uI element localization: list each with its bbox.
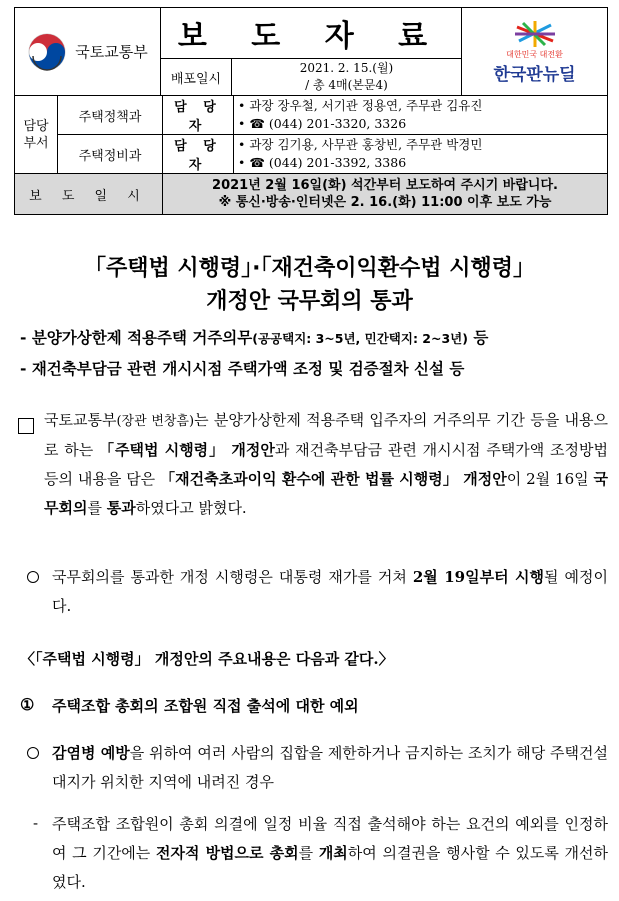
press-header-table [14,7,608,96]
circle-bullet [27,571,39,583]
subhead-1: - 분양가상한제 적용주택 거주의무(공공택지: 3~5년, 민간택지: 2~3년) 등 [20,329,489,347]
dept-head-label: 담당 부서 [15,96,58,174]
distribution-label: 배포일시 [161,59,232,96]
phone-icon: ☎ [249,116,265,131]
brand-logo-cell [462,8,608,96]
contact-info-1: • 과장 장우철, 서기관 정용연, 주무관 김유진 • ☎ (044) 201-3320, 3326 [234,96,608,135]
taegeuk-logo-icon [27,32,67,72]
item-title-1: 주택조합 총회의 조합원 직접 출석에 대한 예외 [52,697,359,715]
distribution-value [232,59,462,96]
distribution-date: 2021. 2. 15.(월) [299,61,394,75]
paragraph-5: 감염병 예방을 위하여 여러 사람의 집합을 제한하거나 금지하는 조치가 해당 주택건설대지가 위치한 지역에 내려진 경우 [52,744,608,791]
ministry-logo-cell [15,8,161,96]
staff-list-2: 과장 김기용, 사무관 홍창빈, 주무관 박경민 [249,137,483,152]
headline-line-2: 개정안 국무회의 통과 [206,289,413,314]
circle-bullet [27,747,39,759]
subhead-2: - 재건축부담금 관련 개시시점 주택가액 조정 및 검증절차 신설 등 [20,360,465,378]
press-release-title: 보 도 자 료 [161,8,462,59]
paragraph-2: 국무회의를 통과한 개정 시행령은 대통령 재가를 거쳐 2월 19일부터 시행될 예정이다. [52,568,608,615]
dept-name-1: 주택정책과 [58,96,163,135]
phone-2: (044) 201-3392, 3386 [268,155,407,170]
brand-tagline: 대한민국 대전환 [506,49,563,59]
dash-bullet: - [33,814,39,832]
manager-label-2: 담 당 자 [163,135,234,174]
headline-line-1: 「주택법 시행령」·「재건축이익환수법 시행령」 [84,256,535,281]
ministry-name: 국토교통부 [75,43,148,61]
manager-label-1: 담 당 자 [163,96,234,135]
brand-name: 한국판뉴딜 [493,64,576,85]
contact-info-2: • 과장 김기용, 사무관 홍창빈, 주무관 박경민 • ☎ (044) 201-3392, 3386 [234,135,608,174]
dept-name-2: 주택정비과 [58,135,163,174]
distribution-pages: / 총 4매(본문4) [305,78,388,92]
release-line-1: 2021년 2월 16일(화) 석간부터 보도하여 주시기 바랍니다. [212,178,558,193]
checkbox-bullet [18,418,34,434]
release-line-2: ※ 통신·방송·인터넷은 2. 16.(화) 11:00 이후 보도 가능 [218,195,552,210]
item-number-1: ① [20,695,35,714]
phone-1: (044) 201-3320, 3326 [268,116,407,131]
staff-list-1: 과장 장우철, 서기관 정용연, 주무관 김유진 [249,98,483,113]
section-heading: 〈「주택법 시행령」 개정안의 주요내용은 다음과 같다.〉 [20,650,394,668]
contact-table [14,95,608,215]
release-label: 보 도 일 시 [15,174,163,215]
paragraph-1: 국토교통부(장관 변창흠)는 분양가상한제 적용주택 입주자의 거주의무 기간 등을 내용으로 하는 「주택법 시행령」 개정안과 재건축부담금 관련 개시시점 주택가액 조정방법 등의 내용을 담은 「재건축초과이익 환수에 관한 법률 시행령」 개정안이 2월 16일 국무회의를 통과하였다고 밝혔다. [44,411,609,517]
release-info [163,174,608,215]
paragraph-6: 주택조합 조합원이 총회 의결에 일정 비율 직접 출석해야 하는 요건의 예외를 인정하여 그 기간에는 전자적 방법으로 총회를 개최하여 의결권을 행사할 수 있도록 개선하였다. [52,815,609,891]
phone-icon: ☎ [249,155,265,170]
new-deal-emblem-icon [513,19,557,49]
